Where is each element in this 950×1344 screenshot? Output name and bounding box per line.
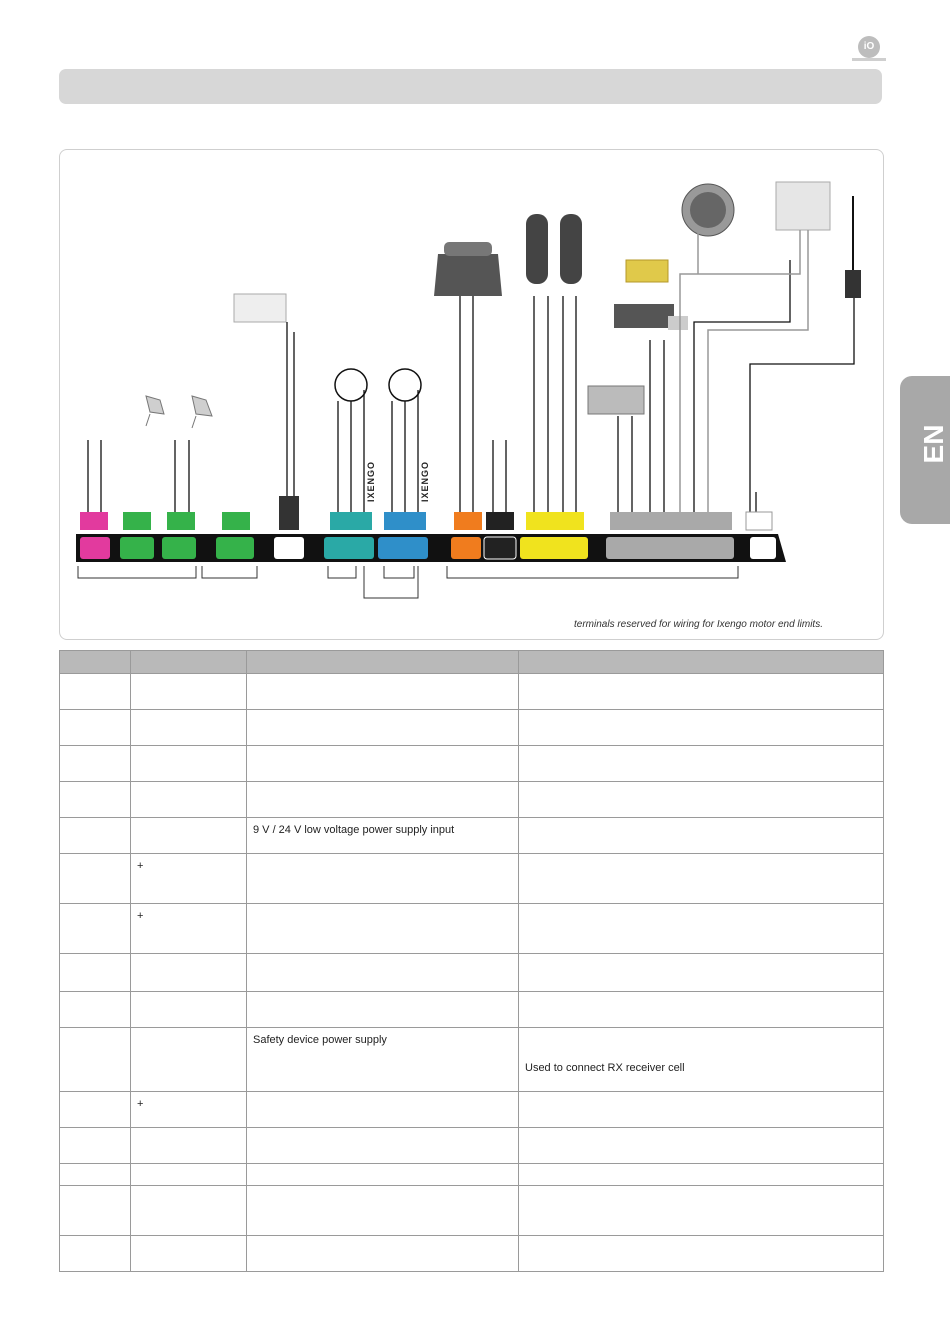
table-cell xyxy=(60,1092,131,1128)
table-cell xyxy=(60,674,131,710)
table-cell xyxy=(247,674,519,710)
table-cell xyxy=(131,818,247,854)
io-logo: iO xyxy=(858,36,880,58)
table-cell xyxy=(60,746,131,782)
table-cell xyxy=(60,818,131,854)
table-cell xyxy=(519,710,884,746)
table-cell xyxy=(519,674,884,710)
table-row xyxy=(60,1092,884,1128)
table-cell xyxy=(519,1092,884,1128)
ixengo-label-1: IXENGO xyxy=(366,460,376,502)
table-cell xyxy=(519,854,884,904)
table-cell xyxy=(247,1164,519,1186)
table-cell xyxy=(60,954,131,992)
terminal-labels xyxy=(80,537,776,559)
table-row xyxy=(60,818,884,854)
table-cell xyxy=(247,904,519,954)
power-supply-box xyxy=(234,294,286,322)
specification-table xyxy=(59,650,884,1272)
grey-wires xyxy=(680,230,808,512)
motor-circle-2 xyxy=(389,369,421,401)
footnote: terminals reserved for wiring for Ixengo motor end limits. xyxy=(574,619,823,630)
table-cell: 9 V / 24 V low voltage power supply input xyxy=(247,818,519,854)
table-cell xyxy=(131,1164,247,1186)
motor-circle-1 xyxy=(335,369,367,401)
table-cell xyxy=(519,904,884,954)
table-cell xyxy=(60,782,131,818)
table-cell xyxy=(247,782,519,818)
table-cell xyxy=(131,746,247,782)
warning-light-icon xyxy=(434,242,502,296)
table-row xyxy=(60,1028,884,1092)
table-cell xyxy=(519,1186,884,1236)
table-cell xyxy=(60,1128,131,1164)
grouping-brackets xyxy=(78,566,738,598)
table-cell xyxy=(131,1236,247,1272)
table-cell xyxy=(60,1186,131,1236)
table-row xyxy=(60,1128,884,1164)
table-cell xyxy=(247,1128,519,1164)
wires xyxy=(88,260,854,512)
lamp-device-1 xyxy=(146,396,164,426)
table-cell xyxy=(131,992,247,1028)
table-cell xyxy=(60,1028,131,1092)
table-cell xyxy=(519,1164,884,1186)
keypad-icon xyxy=(682,184,734,236)
table-cell xyxy=(131,954,247,992)
table-cell xyxy=(60,854,131,904)
table-row xyxy=(60,992,884,1028)
table-cell xyxy=(519,818,884,854)
table-cell xyxy=(519,746,884,782)
table-cell: + xyxy=(131,854,247,904)
table-row xyxy=(60,710,884,746)
table-row xyxy=(60,854,884,904)
table-cell xyxy=(60,710,131,746)
table-cell xyxy=(247,954,519,992)
wiring-diagram-svg xyxy=(60,150,883,639)
table-cell xyxy=(247,1186,519,1236)
table-row xyxy=(60,954,884,992)
ixengo-label-2: IXENGO xyxy=(420,460,430,502)
table-cell xyxy=(519,992,884,1028)
table-cell: + xyxy=(131,1092,247,1128)
table-header xyxy=(60,651,884,674)
table-cell xyxy=(247,854,519,904)
photocell-pair-icon xyxy=(526,214,582,284)
table-cell xyxy=(519,1128,884,1164)
table-cell xyxy=(519,1236,884,1272)
logo-caption xyxy=(852,58,886,61)
table-row xyxy=(60,746,884,782)
antenna-icon xyxy=(845,196,861,298)
table-cell xyxy=(247,1236,519,1272)
table-cell xyxy=(131,1128,247,1164)
table-row xyxy=(60,782,884,818)
table-cell xyxy=(519,954,884,992)
table-cell xyxy=(60,992,131,1028)
table-cell xyxy=(519,782,884,818)
table-cell xyxy=(131,674,247,710)
table-cell: Safety device power supply xyxy=(247,1028,519,1092)
table-row xyxy=(60,1236,884,1272)
table-cell xyxy=(247,992,519,1028)
table-cell xyxy=(131,1028,247,1092)
table-row xyxy=(60,1164,884,1186)
key-switch-icon xyxy=(776,182,830,230)
table-row xyxy=(60,1186,884,1236)
table-cell xyxy=(131,1186,247,1236)
language-label: EN xyxy=(918,424,949,464)
table-cell: + xyxy=(131,904,247,954)
strike-lock-icon xyxy=(588,386,644,414)
table-cell xyxy=(60,904,131,954)
table-cell xyxy=(60,1164,131,1186)
wiring-diagram xyxy=(59,149,884,640)
electric-lock-icon xyxy=(614,304,688,330)
section-title-bar xyxy=(59,69,882,104)
table-cell xyxy=(131,782,247,818)
table-cell xyxy=(247,1092,519,1128)
table-cell xyxy=(247,746,519,782)
table-row xyxy=(60,904,884,954)
table-cell xyxy=(60,1236,131,1272)
table-cell xyxy=(131,710,247,746)
table-cell: Used to connect RX receiver cell xyxy=(519,1028,884,1092)
orange-lamp-icon xyxy=(626,260,668,282)
table-cell xyxy=(247,710,519,746)
lamp-device-2 xyxy=(192,396,212,428)
table-row xyxy=(60,674,884,710)
language-tab[interactable] xyxy=(900,376,950,524)
